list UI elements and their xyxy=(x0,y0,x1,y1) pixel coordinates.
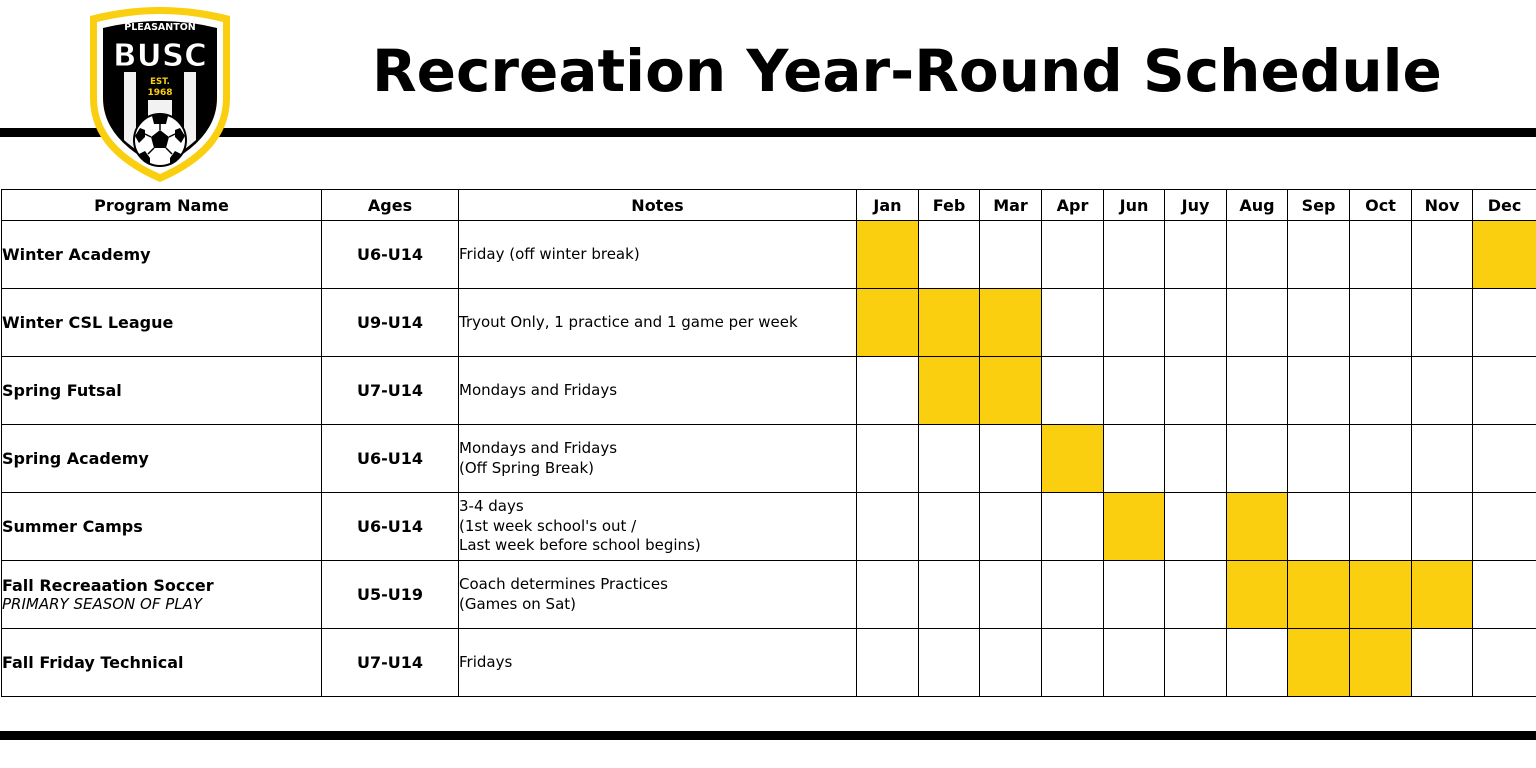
month-cell xyxy=(1165,493,1227,561)
header-month: Aug xyxy=(1227,190,1288,221)
month-cell-active xyxy=(1227,561,1288,629)
soccer-ball-icon xyxy=(134,114,186,166)
table-row xyxy=(2,289,1536,357)
month-cell xyxy=(1473,629,1536,697)
program-name-cell xyxy=(2,425,322,493)
month-cell xyxy=(1104,289,1165,357)
month-cell-active xyxy=(857,289,919,357)
month-cell-active xyxy=(1288,629,1350,697)
month-cell xyxy=(919,425,980,493)
notes-cell: Friday (off winter break) xyxy=(459,221,857,289)
month-cell-active xyxy=(1350,629,1412,697)
month-cell xyxy=(1412,221,1473,289)
ages-cell: U5-U19 xyxy=(322,561,459,629)
month-cell xyxy=(1104,561,1165,629)
month-cell xyxy=(1473,561,1536,629)
month-cell xyxy=(857,357,919,425)
notes-cell: Mondays and Fridays xyxy=(459,357,857,425)
month-cell xyxy=(857,425,919,493)
program-name: Winter Academy xyxy=(2,245,151,264)
month-cell-active xyxy=(1227,493,1288,561)
busc-logo xyxy=(84,6,236,184)
header-month: Oct xyxy=(1350,190,1412,221)
month-cell xyxy=(980,221,1042,289)
month-cell xyxy=(1412,425,1473,493)
header-month: Feb xyxy=(919,190,980,221)
header-month: Nov xyxy=(1412,190,1473,221)
header-month: Jun xyxy=(1104,190,1165,221)
page-title: Recreation Year-Round Schedule xyxy=(372,37,1442,105)
ages-cell: U6-U14 xyxy=(322,493,459,561)
month-cell xyxy=(1350,425,1412,493)
ages-cell: U9-U14 xyxy=(322,289,459,357)
month-cell xyxy=(1227,289,1288,357)
month-cell xyxy=(1412,493,1473,561)
ages-cell: U6-U14 xyxy=(322,221,459,289)
month-cell xyxy=(1227,357,1288,425)
program-name: Spring Futsal xyxy=(2,381,122,400)
month-cell xyxy=(1350,357,1412,425)
logo-est-label: EST. xyxy=(150,77,170,87)
month-cell xyxy=(1042,629,1104,697)
month-cell xyxy=(1042,289,1104,357)
table-row xyxy=(2,425,1536,493)
header-program-name: Program Name xyxy=(2,190,322,221)
header-row xyxy=(2,190,1536,221)
month-cell xyxy=(857,629,919,697)
month-cell xyxy=(1350,493,1412,561)
month-cell xyxy=(919,629,980,697)
month-cell-active xyxy=(1350,561,1412,629)
program-name: Fall Friday Technical xyxy=(2,653,184,672)
ages-cell: U7-U14 xyxy=(322,357,459,425)
month-cell xyxy=(1165,561,1227,629)
month-cell xyxy=(919,221,980,289)
header-notes: Notes xyxy=(459,190,857,221)
month-cell xyxy=(980,493,1042,561)
notes-cell: Mondays and Fridays (Off Spring Break) xyxy=(459,425,857,493)
month-cell xyxy=(1042,493,1104,561)
month-cell-active xyxy=(1104,493,1165,561)
month-cell xyxy=(1042,357,1104,425)
month-cell xyxy=(1104,357,1165,425)
month-cell xyxy=(1288,357,1350,425)
header-month: Dec xyxy=(1473,190,1536,221)
month-cell xyxy=(1288,425,1350,493)
bottom-divider xyxy=(0,731,1536,740)
month-cell-active xyxy=(919,357,980,425)
month-cell xyxy=(1104,221,1165,289)
month-cell-active xyxy=(1412,561,1473,629)
month-cell xyxy=(1412,357,1473,425)
program-name-cell xyxy=(2,561,322,629)
schedule-table xyxy=(1,189,1536,697)
program-name: Fall Recreaation Soccer xyxy=(2,575,214,595)
month-cell xyxy=(980,561,1042,629)
month-cell-active xyxy=(1042,425,1104,493)
month-cell xyxy=(1042,221,1104,289)
month-cell xyxy=(857,493,919,561)
table-row xyxy=(2,357,1536,425)
program-name-cell xyxy=(2,221,322,289)
month-cell xyxy=(857,561,919,629)
month-cell xyxy=(919,561,980,629)
month-cell xyxy=(1042,561,1104,629)
month-cell xyxy=(1288,493,1350,561)
logo-name: BUSC xyxy=(113,38,207,74)
month-cell xyxy=(1473,425,1536,493)
month-cell xyxy=(980,425,1042,493)
month-cell-active xyxy=(980,357,1042,425)
program-name-cell xyxy=(2,357,322,425)
program-name-cell xyxy=(2,289,322,357)
header-month: Apr xyxy=(1042,190,1104,221)
header-ages: Ages xyxy=(322,190,459,221)
logo-est-year: 1968 xyxy=(147,88,173,98)
program-name-cell xyxy=(2,629,322,697)
month-cell xyxy=(919,493,980,561)
table-row xyxy=(2,221,1536,289)
table-row xyxy=(2,493,1536,561)
month-cell xyxy=(1165,221,1227,289)
header-month: Jan xyxy=(857,190,919,221)
table-row xyxy=(2,561,1536,629)
month-cell xyxy=(1165,289,1227,357)
month-cell-active xyxy=(980,289,1042,357)
month-cell xyxy=(1288,289,1350,357)
ages-cell: U7-U14 xyxy=(322,629,459,697)
month-cell xyxy=(1350,221,1412,289)
month-cell xyxy=(1288,221,1350,289)
program-name-cell xyxy=(2,493,322,561)
logo-top-text: PLEASANTON xyxy=(124,22,196,33)
month-cell-active xyxy=(857,221,919,289)
program-name: Spring Academy xyxy=(2,449,149,468)
notes-cell: Fridays xyxy=(459,629,857,697)
notes-cell: Coach determines Practices (Games on Sat) xyxy=(459,561,857,629)
month-cell xyxy=(1473,493,1536,561)
month-cell xyxy=(980,629,1042,697)
notes-cell: 3-4 days (1st week school's out / Last week before school begins) xyxy=(459,493,857,561)
month-cell xyxy=(1165,357,1227,425)
month-cell xyxy=(1227,221,1288,289)
program-name: Summer Camps xyxy=(2,517,143,536)
month-cell-active xyxy=(1288,561,1350,629)
month-cell xyxy=(1165,425,1227,493)
month-cell xyxy=(1412,629,1473,697)
header-month: Mar xyxy=(980,190,1042,221)
month-cell xyxy=(1412,289,1473,357)
notes-cell: Tryout Only, 1 practice and 1 game per week xyxy=(459,289,857,357)
program-subtitle: PRIMARY SEASON OF PLAY xyxy=(2,594,203,613)
header-month: Sep xyxy=(1288,190,1350,221)
header-month: Juy xyxy=(1165,190,1227,221)
month-cell xyxy=(1227,629,1288,697)
month-cell xyxy=(1473,357,1536,425)
month-cell xyxy=(1165,629,1227,697)
month-cell xyxy=(1350,289,1412,357)
month-cell xyxy=(1473,289,1536,357)
month-cell-active xyxy=(919,289,980,357)
month-cell xyxy=(1227,425,1288,493)
month-cell-active xyxy=(1473,221,1536,289)
month-cell xyxy=(1104,629,1165,697)
ages-cell: U6-U14 xyxy=(322,425,459,493)
program-name: Winter CSL League xyxy=(2,313,174,332)
month-cell xyxy=(1104,425,1165,493)
table-row xyxy=(2,629,1536,697)
